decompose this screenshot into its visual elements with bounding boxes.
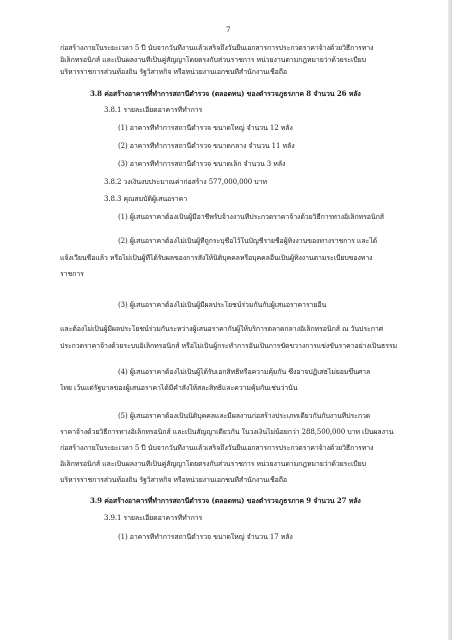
section-heading-3-9: 3.9 ค่อสร้างอาคารที่ทำการสถานีตำรวจ (ตลอดทน) ของตำรวจภูธรภาค 9 จำนวน 27 หลัง: [90, 496, 361, 505]
paragraph-line: ไทย เว้นแต่รัฐบาลของผู้เสนอราคาได้มีคำสั่งให้สละสิทธิ์และความคุ้มกันเช่นว่านั้น: [60, 384, 298, 392]
paragraph-line: ราคาจ้างด้วยวิธีการทางอิเล็กทรอนิกส์ และเป็นสัญญาเดียวกัน ในวงเงินไม่น้อยกว่า 288,500,000 บาท เป็นผลงาน: [60, 428, 394, 436]
paragraph-line: (5) ผู้เสนอราคาต้องเป็นนิติบุคคลและมีผลงานก่อสร้างประเภทเดียวกันกับงานที่ประกวด: [118, 412, 371, 420]
list-item: (1) อาคารที่ทำการสถานีตำรวจ ขนาดใหญ่ จำนวน 17 หลัง: [118, 533, 293, 541]
paragraph-line: บริหารราชการส่วนท้องถิ่น รัฐวิสาหกิจ หรือหน่วยงานเอกชนที่สำนักงานเชื่อถือ: [60, 476, 287, 484]
paragraph-line: และต้องไม่เป็นผู้มีผลประโยชน์ร่วมกันระหว่างผู้เสนอราคากับผู้ให้บริการตลาดกลางอิเล็กทรอนิกส์ ณ วันประกาศ: [60, 325, 384, 333]
subsection-heading: 3.8.2 วงเงินงบประมาณค่าก่อสร้าง 577,000,000 บาท: [104, 178, 267, 186]
section-heading-3-8: 3.8 ค่อสร้างอาคารที่ทำการสถานีตำรวจ (ตลอดทน) ของตำรวจภูธรภาค 8 จำนวน 26 หลัง: [90, 89, 361, 98]
subsection-heading: 3.8.3 คุณสมบัติผู้เสนอราคา: [104, 195, 188, 203]
text-line: บริหารราชการส่วนท้องถิ่น รัฐวิสาหกิจ หรือหน่วยงานเอกชนที่สำนักงานเชื่อถือ: [60, 68, 287, 76]
subsection-heading: 3.9.1 รายละเอียดอาคารที่ทำการ: [104, 514, 203, 522]
list-item: (3) อาคารที่ทำการสถานีตำรวจ ขนาดเล็ก จำนวน 3 หลัง: [118, 160, 286, 168]
paragraph-line: อิเล็กทรอนิกส์ และเป็นผลงานที่เป็นคู่สัญญาโดยตรงกับส่วนราชการ หน่วยงานตามกฎหมายว่าด้วยระเบียบ: [60, 460, 366, 468]
paragraph-line: (2) ผู้เสนอราคาต้องไม่เป็นผู้ที่ถูกระบุชื่อไว้ในบัญชีรายชื่อผู้ทิ้งงานของทางราชการ และได้: [118, 237, 378, 245]
paragraph-line: (4) ผู้เสนอราคาต้องไม่เป็นผู้ได้รับเอกสิทธิ์หรือความคุ้มกัน ซึ่งอาจปฏิเสธไม่ยอมขึ้นศาล: [118, 368, 371, 376]
list-item: (1) อาคารที่ทำการสถานีตำรวจ ขนาดใหญ่ จำนวน 12 หลัง: [118, 124, 293, 132]
paragraph-line: ก่อสร้างภายในระยะเวลา 5 ปี นับจากวันที่งานแล้วเสร็จถึงวันยื่นเอกสารการประกวดราคาจ้างด้วยวิธีการทาง: [60, 444, 374, 452]
text-line: อิเล็กทรอนิกส์ และเป็นผลงานที่เป็นคู่สัญญาโดยตรงกับส่วนราชการ หน่วยงานตามกฎหมายว่าด้วยระเบียบ: [60, 56, 366, 64]
list-item: (2) อาคารที่ทำการสถานีตำรวจ ขนาดกลาง จำนวน 11 หลัง: [118, 142, 295, 150]
page-number: 7: [226, 26, 231, 34]
text-line: ก่อสร้างภายในระยะเวลา 5 ปี นับจากวันที่งานแล้วเสร็จถึงวันยื่นเอกสารการประกวดราคาจ้างด้วยวิธีการทาง: [60, 44, 374, 52]
paragraph-line: (1) ผู้เสนอราคาต้องเป็นผู้มีอาชีพรับจ้างงานที่ประกวดราคาจ้างด้วยวิธีการทางอิเล็กทรอนิกส์: [118, 213, 384, 221]
paragraph-line: ประกวดราคาจ้างด้วยระบบอิเล็กทรอนิกส์ หรือไม่เป็นผู้กระทำการอันเป็นการขัดขวางการแข่งขันราคาอย่างเป็นธรรม: [60, 342, 398, 350]
paragraph-line: ราชการ: [60, 270, 84, 278]
paragraph-line: (3) ผู้เสนอราคาต้องไม่เป็นผู้มีผลประโยชน์ร่วมกันกับผู้เสนอราคารายอื่น: [118, 301, 327, 309]
scan-edge-shadow: [448, 0, 452, 640]
subsection-heading: 3.8.1 รายละเอียดอาคารที่ทำการ: [104, 106, 203, 114]
paragraph-line: แจ้งเวียนชื่อแล้ว หรือไม่เป็นผู้ที่ได้รับผลของการสั่งให้นิติบุคคลหรือบุคคลอื่นเป็นผู้ทิ้งงานตามระเบียบของทาง: [60, 254, 373, 262]
